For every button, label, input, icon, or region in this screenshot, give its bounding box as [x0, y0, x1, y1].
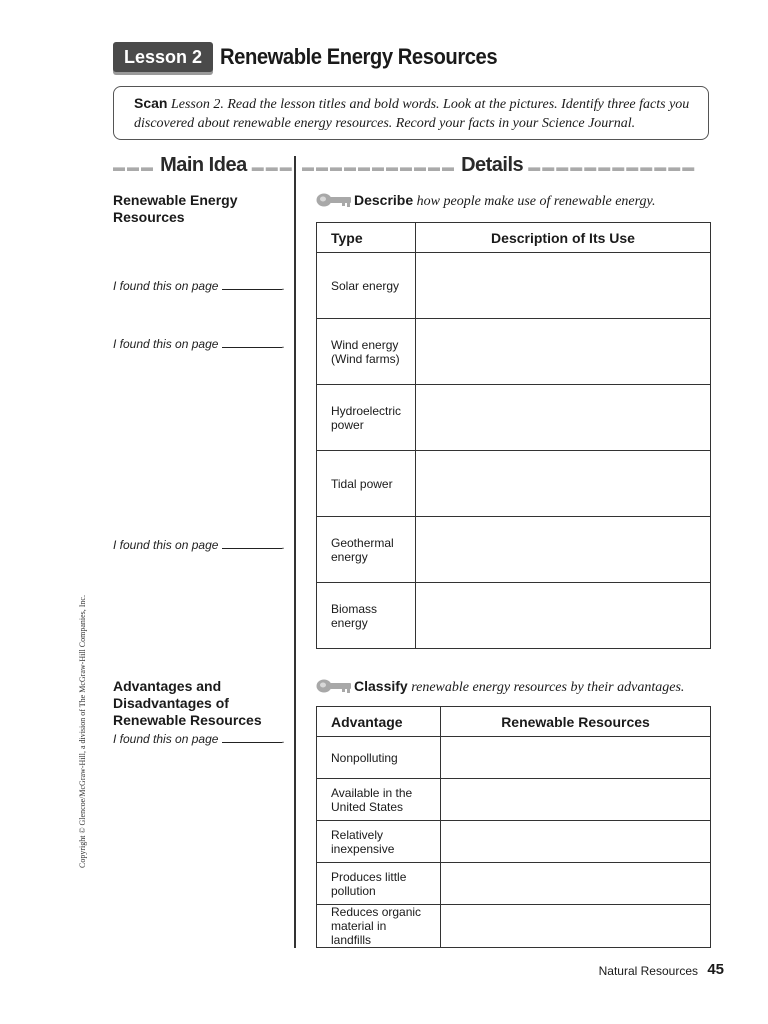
dashes-decoration: ▬▬▬▬▬▬▬▬▬▬▬▬ [528, 160, 697, 174]
column-header-resources: Renewable Resources [441, 707, 711, 737]
row-label: Available in the United States [317, 779, 441, 821]
page-title: Renewable Energy Resources [220, 44, 498, 69]
details-label: Details [461, 154, 524, 176]
table-row [317, 779, 711, 821]
column-header-description: Description of Its Use [416, 223, 711, 253]
details-header [302, 154, 696, 177]
found-on-page [113, 279, 285, 293]
page-number: 45 [707, 961, 724, 978]
row-label: Biomass energy [317, 583, 416, 649]
scan-box [113, 86, 709, 140]
table-row [317, 737, 711, 779]
classify-text: renewable energy resources by their advantages. [411, 680, 685, 695]
left-heading-advantages: Advantages and Disadvantages of Renewable Resources [113, 678, 262, 728]
energy-use-table [316, 222, 711, 649]
table-row [317, 905, 711, 948]
table-row [317, 863, 711, 905]
found-on-page-period: . [281, 337, 286, 351]
table-header-row [317, 223, 711, 253]
page-blank[interactable] [222, 279, 282, 290]
table-row [317, 253, 711, 319]
page-blank[interactable] [222, 538, 282, 549]
row-label: Hydroelectric power [317, 385, 416, 451]
classify-instruction [316, 678, 684, 696]
row-label: Tidal power [317, 451, 416, 517]
describe-text: how people make use of renewable energy. [416, 194, 656, 209]
found-on-page-text: I found this on page [113, 337, 219, 351]
found-on-page-period: . [281, 538, 286, 552]
footer-section-name: Natural Resources [598, 964, 698, 978]
table-row [317, 821, 711, 863]
lesson-badge: Lesson 2 [113, 42, 213, 72]
left-heading-renewable: Renewable Energy Resources [113, 192, 238, 225]
table-row [317, 385, 711, 451]
answer-cell[interactable] [416, 319, 711, 385]
answer-cell[interactable] [416, 385, 711, 451]
table-row [317, 319, 711, 385]
answer-cell[interactable] [416, 253, 711, 319]
answer-cell[interactable] [441, 905, 711, 948]
table-row [317, 451, 711, 517]
row-label: Solar energy [317, 253, 416, 319]
row-label: Geothermal energy [317, 517, 416, 583]
scan-text: Lesson 2. Read the lesson titles and bold words. Look at the pictures. Identify three facts you discovered about renewable energy resources. Record your facts in your Science Journal. [134, 97, 690, 131]
key-icon [316, 192, 352, 208]
table-row [317, 583, 711, 649]
found-on-page-text: I found this on page [113, 538, 219, 552]
answer-cell[interactable] [416, 451, 711, 517]
table-row [317, 517, 711, 583]
found-on-page-period: . [281, 279, 286, 293]
answer-cell[interactable] [441, 737, 711, 779]
row-label: Relatively inexpensive [317, 821, 441, 863]
answer-cell[interactable] [441, 863, 711, 905]
advantages-table [316, 706, 711, 948]
found-on-page-text: I found this on page [113, 732, 219, 746]
classify-verb: Classify [354, 678, 408, 694]
answer-cell[interactable] [441, 821, 711, 863]
answer-cell[interactable] [441, 779, 711, 821]
dashes-decoration: ▬▬▬ [113, 160, 155, 174]
column-header-advantage: Advantage [317, 707, 441, 737]
describe-instruction [316, 192, 656, 210]
column-divider [294, 156, 296, 948]
describe-verb: Describe [354, 192, 414, 208]
dashes-decoration: ▬▬▬▬▬▬▬▬▬▬▬ [302, 160, 456, 174]
main-idea-label: Main Idea [160, 154, 247, 176]
main-idea-header [113, 154, 294, 177]
found-on-page-text: I found this on page [113, 279, 219, 293]
row-label: Wind energy (Wind farms) [317, 319, 416, 385]
scan-label: Scan [134, 95, 168, 111]
column-header-type: Type [317, 223, 416, 253]
dashes-decoration: ▬▬▬ [251, 160, 294, 174]
page-blank[interactable] [222, 732, 282, 743]
found-on-page [113, 538, 285, 552]
found-on-page [113, 732, 285, 746]
row-label: Reduces organic material in landfills [317, 905, 441, 948]
row-label: Produces little pollution [317, 863, 441, 905]
answer-cell[interactable] [416, 517, 711, 583]
answer-cell[interactable] [416, 583, 711, 649]
found-on-page [113, 337, 285, 351]
row-label: Nonpolluting [317, 737, 441, 779]
table-header-row [317, 707, 711, 737]
key-icon [316, 678, 352, 694]
found-on-page-period: . [281, 732, 286, 746]
page-blank[interactable] [222, 337, 282, 348]
copyright-notice: Copyright © Glencoe/McGraw-Hill, a division of The McGraw-Hill Companies, Inc. [78, 595, 87, 868]
